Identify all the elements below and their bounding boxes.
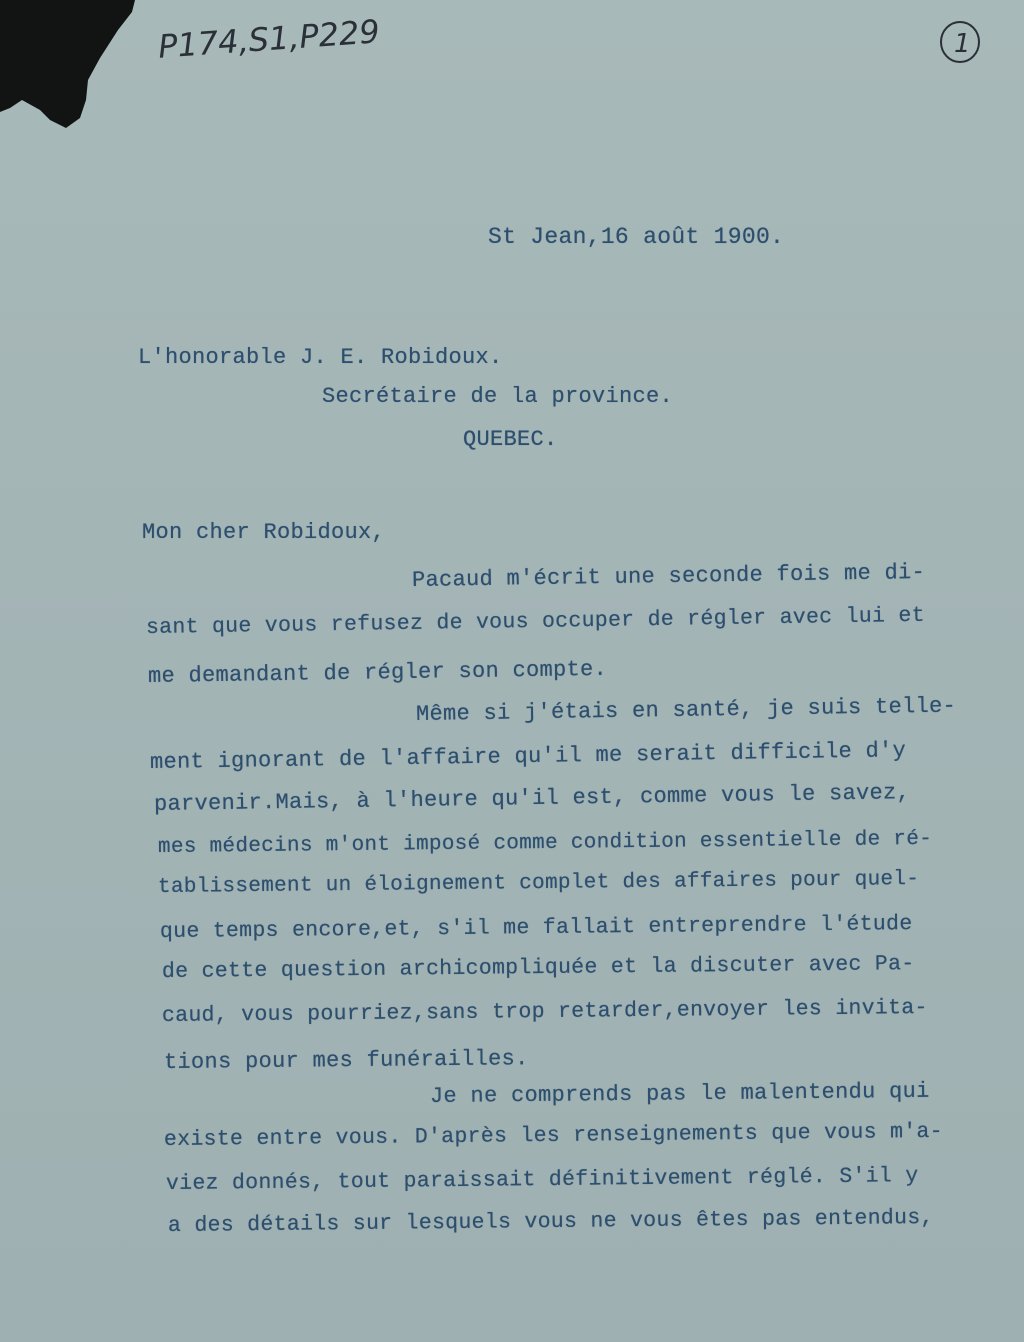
salutation: Mon cher Robidoux, xyxy=(142,520,386,545)
addressee-line-2: Secrétaire de la province. xyxy=(322,384,674,409)
body-line: tions pour mes funérailles. xyxy=(163,1046,529,1075)
addressee-line-3: QUEBEC. xyxy=(463,427,558,452)
body-line: Même si j'étais en santé, je suis telle- xyxy=(415,693,957,727)
body-line: Je ne comprends pas le malentendu qui xyxy=(429,1078,930,1109)
body-line: sant que vous refusez de vous occuper de régler avec lui et xyxy=(145,603,926,640)
body-line: viez donnés, tout paraissait définitivement réglé. S'il y xyxy=(165,1164,919,1196)
date-line: St Jean,16 août 1900. xyxy=(488,224,785,250)
body-line: me demandant de régler son compte. xyxy=(147,656,608,689)
reference-annotation: P174,S1,P229 xyxy=(156,12,381,66)
body-line: que temps encore,et, s'il me fallait entreprendre l'étude xyxy=(159,912,913,944)
torn-corner xyxy=(0,0,140,140)
body-line: mes médecins m'ont imposé comme condition essentielle de ré- xyxy=(157,827,933,859)
body-line: ment ignorant de l'affaire qu'il me serait difficile d'y xyxy=(149,738,907,775)
page-number: 1 xyxy=(954,29,971,59)
body-line: de cette question archicompliquée et la discuter avec Pa- xyxy=(161,952,915,984)
body-line: parvenir.Mais, à l'heure qu'il est, comme vous le savez, xyxy=(153,780,911,817)
body-line: existe entre vous. D'après les renseignements que vous m'a- xyxy=(163,1119,944,1152)
body-line: caud, vous pourriez,sans trop retarder,envoyer les invita- xyxy=(161,995,928,1028)
addressee-line-1: L'honorable J. E. Robidoux. xyxy=(138,345,503,370)
body-line: Pacaud m'écrit une seconde fois me di- xyxy=(411,559,926,593)
body-line: a des détails sur lesquels vous ne vous êtes pas entendus, xyxy=(167,1205,934,1238)
body-line: tablissement un éloignement complet des affaires pour quel- xyxy=(157,868,920,899)
page-number-circle xyxy=(936,18,984,66)
